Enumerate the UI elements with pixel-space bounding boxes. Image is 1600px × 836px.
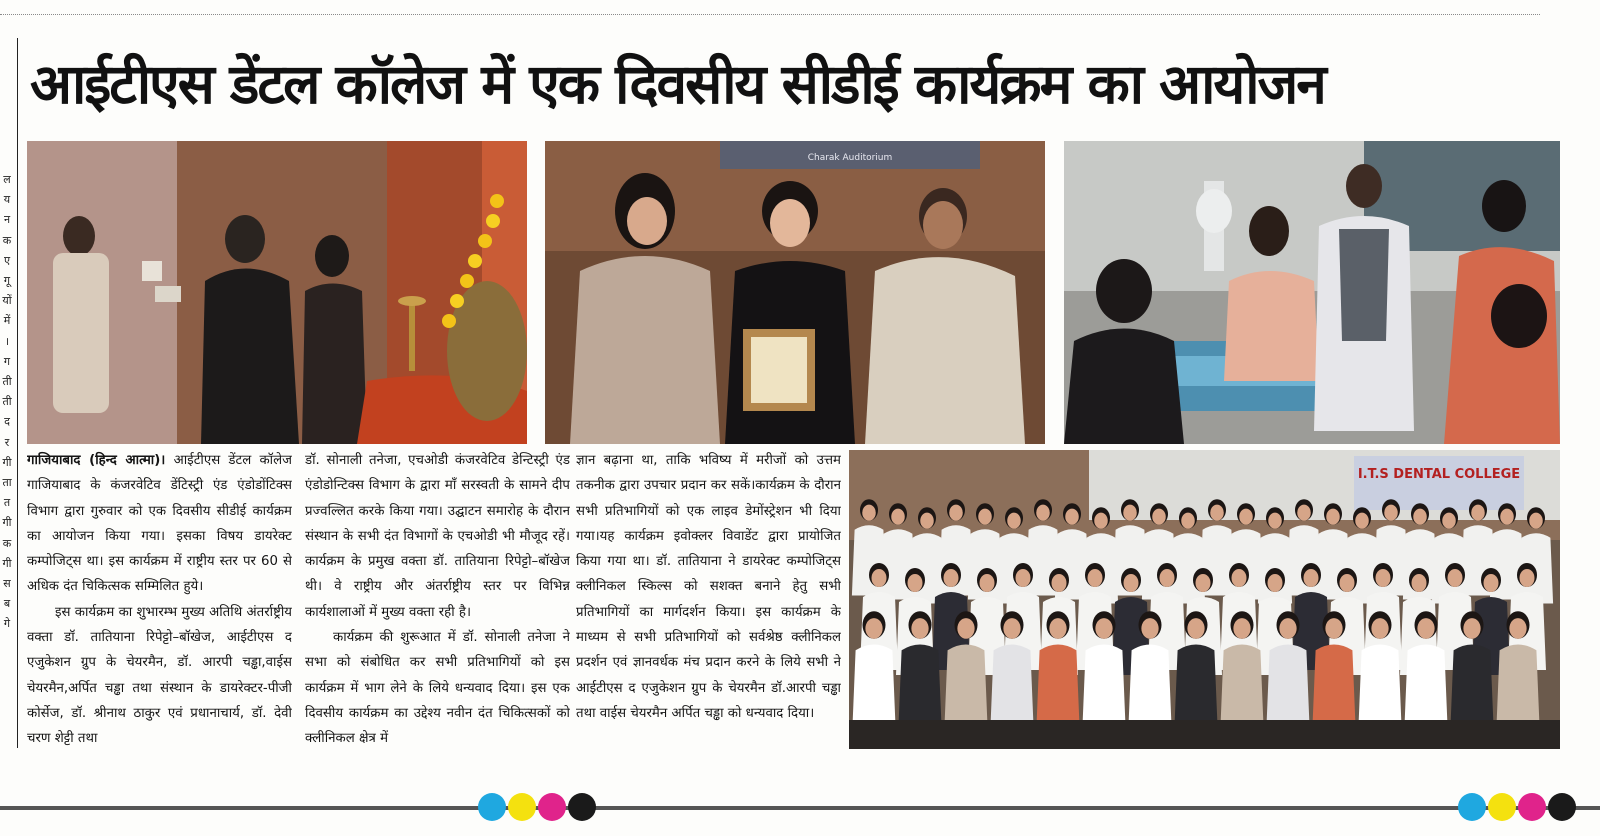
column-divider-rule	[17, 38, 18, 748]
bottom-rule	[0, 806, 1600, 810]
strip-char: गू	[3, 274, 11, 288]
photo-lamp-lighting	[27, 141, 527, 444]
strip-char: द	[4, 415, 10, 429]
article-paragraph: डॉ. सोनाली तनेजा, एचओडी कंजरवेटिव डेन्टिस्ट्री एंड एंडोडोन्टिक्स विभाग के द्वारा माँ सरस्वती के सामने दीप प्रज्वल्लित करके किया गया। उद्घाटन समारोह के दौरान संस्थान के सभी दंत विभागों के एचओडी भी मौजूद रहें। कार्यक्रम के प्रमुख वक्ता डॉ. तातियाना रिपेट्टो–बॉखेज थी। वे राष्ट्रीय और अंतर्राष्ट्रीय स्तर पर विभिन्न कार्यशालाओं में मुख्य वक्ता रही है।	[305, 453, 570, 620]
strip-char: गी	[2, 556, 12, 570]
strip-char: य	[3, 193, 11, 207]
article-paragraph: कार्यक्रम की शुरूआत में डॉ. सोनाली तनेजा ने सभा को संबोधित कर सभी प्रतिभागियों को इस कार्यक्रम में भाग लेने के लिये धन्यवाद दिया। इस एक दिवसीय कार्यक्रम का उद्देश्य नवीन दंत चिकित्सकों को क्लीनिकल क्षेत्र में	[305, 630, 570, 747]
strip-char: ल	[3, 173, 11, 186]
registration-dot	[508, 793, 536, 821]
strip-char: ।	[4, 334, 10, 348]
strip-char: न	[3, 213, 11, 227]
photo-clinical-demonstration	[1064, 141, 1560, 444]
registration-dot	[1458, 793, 1486, 821]
photo-award-presentation	[545, 141, 1045, 444]
article-paragraph: ज्ञान बढ़ाना था, ताकि भविष्य में मरीजों को उत्तम तकनीक द्वारा उपचार प्रदान कर सकें।कार्यक्रम के दौरान सभी प्रतिभागियों को एक लाइव डेमोंस्ट्रेशन भी दिया गया।यह कार्यक्रम इवोक्लर विवाडेंट द्वारा प्रायोजित किया गया था। डॉ. तातियाना ने डायरेक्ट कम्पोजिट्स क्लीनिकल स्किल्स को सशक्त बनाने हेतु सभी प्रतिभागियों का मार्गदर्शन किया। इस कार्यक्रम के माध्यम से सभी प्रतिभागियों को सर्वश्रेष्ठ क्लीनिकल प्रदर्शन एवं ज्ञानवर्धक मंच प्रदान करने के लिये सभी ने आईटीएस द एजुकेशन ग्रुप के चेयरमैन डॉ.आरपी चड्ढा तथा वाईस चेयरमैन अर्पित चड्ढा को धन्यवाद दिया।	[576, 453, 841, 721]
auditorium-banner-text: Charak Auditorium	[807, 153, 893, 163]
article-headline: आईटीएस डेंटल कॉलेज में एक दिवसीय सीडीई कार्यक्रम का आयोजन	[30, 52, 1325, 116]
strip-char: गे	[3, 617, 11, 631]
article-column-3	[576, 448, 841, 753]
photo-group	[849, 450, 1560, 749]
strip-char: गी	[2, 516, 12, 530]
registration-dot	[1488, 793, 1516, 821]
top-dotted-rule	[0, 14, 1540, 15]
adjacent-article-strip	[0, 170, 14, 635]
strip-char: में	[3, 314, 11, 328]
strip-char: त	[3, 496, 11, 510]
strip-char: ता	[2, 476, 12, 490]
strip-char: र	[4, 435, 10, 449]
registration-dot	[1548, 793, 1576, 821]
registration-dot	[1518, 793, 1546, 821]
strip-char: ब	[3, 597, 11, 611]
registration-dot	[568, 793, 596, 821]
registration-dot	[478, 793, 506, 821]
strip-char: ए	[3, 253, 11, 267]
strip-char: ती	[2, 375, 12, 389]
strip-char: क	[2, 233, 12, 247]
article-dateline: गाजियाबाद (हिन्द आत्मा)।	[27, 453, 166, 468]
strip-char: स	[3, 577, 11, 591]
strip-char: ग	[3, 354, 11, 368]
article-column-1	[27, 448, 292, 753]
article-paragraph: इस कार्यक्रम का शुभारम्भ मुख्य अतिथि अंतर्राष्ट्रीय वक्ता डॉ. तातियाना रिपेट्टो–बॉखेज, आईटीएस द एजुकेशन ग्रुप के चेयरमैन, डॉ. आरपी चड्ढा,वाईस चेयरमैन,अर्पित चड्ढा तथा संस्थान के डायरेक्टर-पीजी कोर्सेज, डॉ. श्रीनाथ ठाकुर एवं प्रधानाचार्य, डॉ. देवी चरण शेट्टी तथा	[27, 604, 292, 747]
strip-char: यों	[2, 294, 12, 308]
college-banner-text: I.T.S DENTAL COLLEGE	[1357, 467, 1521, 482]
strip-char: क	[2, 536, 12, 550]
strip-char: गी	[2, 455, 12, 469]
article-column-2	[305, 448, 570, 753]
strip-char: ती	[2, 395, 12, 409]
article-paragraph: आईटीएस डेंटल कॉलेज गाजियाबाद के कंजरवेटिव डेंटिस्ट्री एंड एंडोडोंटिक्स विभाग द्वारा गुरुवार को एक दिवसीय सीडीई कार्यक्रम का आयोजन किया गया। इसका विषय डायरेक्ट कम्पोजिट्स था। इस कार्यक्रम में राष्ट्रीय स्तर पर 60 से अधिक दंत चिकित्सक सम्मिलित हुये।	[27, 453, 292, 595]
registration-dot	[538, 793, 566, 821]
